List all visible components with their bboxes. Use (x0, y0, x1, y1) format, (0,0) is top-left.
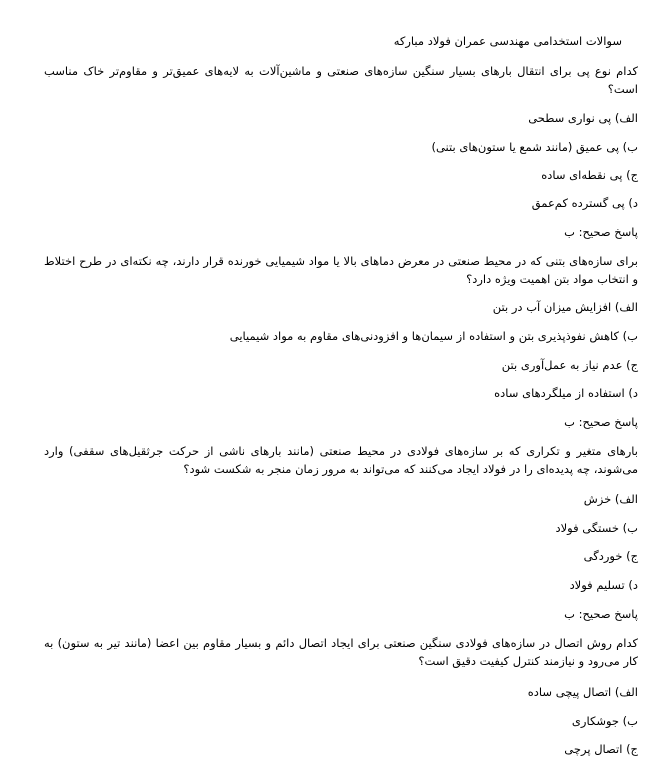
question-4-option-c: ج) اتصال پرچی (564, 742, 638, 756)
question-3-option-a: الف) خزش (583, 492, 638, 506)
question-3-option-b: ب) خستگی فولاد (555, 521, 638, 535)
question-2-option-c: ج) عدم نیاز به عمل‌آوری بتن (501, 358, 638, 372)
question-2-option-d: د) استفاده از میلگردهای ساده (494, 386, 638, 400)
question-3-option-d: د) تسلیم فولاد (569, 578, 638, 592)
question-3-text: بارهای متغیر و تکراری که بر سازه‌های فولادی در محیط صنعتی (مانند بارهای ناشی از حرکت جرثقیل‌های سقفی) وارد می‌شوند، چه پدیده‌ای را در فولاد ایجاد می‌کنند که می‌تواند به مرور زمان منجر به شکست شود؟ (44, 444, 638, 476)
question-1-option-d: د) پی گسترده کم‌عمق (531, 196, 638, 210)
question-2-option-a: الف) افزایش میزان آب در بتن (492, 300, 638, 314)
question-2-answer: پاسخ صحیح: ب (564, 415, 638, 429)
question-2-text: برای سازه‌های بتنی که در محیط صنعتی در معرض دماهای بالا یا مواد شیمیایی خورنده قرار دارند، چه نکته‌ای در طرح اختلاط و انتخاب مواد بتن اهمیت ویژه دارد؟ (44, 254, 638, 286)
question-4-text: کدام روش اتصال در سازه‌های فولادی سنگین صنعتی برای ایجاد اتصال دائم و بسیار مقاوم بین اعضا (مانند تیر به ستون) به کار می‌رود و نیازمند کنترل کیفیت دقیق است؟ (44, 636, 638, 668)
question-3-option-c: ج) خوردگی (583, 549, 638, 563)
question-1-answer: پاسخ صحیح: ب (564, 225, 638, 239)
question-1-option-c: ج) پی نقطه‌ای ساده (541, 168, 638, 182)
question-2-option-b: ب) کاهش نفوذپذیری بتن و استفاده از سیمان‌ها و افزودنی‌های مقاوم به مواد شیمیایی (229, 329, 638, 343)
question-4-option-a: الف) اتصال پیچی ساده (527, 685, 638, 699)
question-1-option-a: الف) پی نواری سطحی (528, 111, 638, 125)
question-1-option-b: ب) پی عمیق (مانند شمع یا ستون‌های بتنی) (431, 140, 638, 154)
question-4-option-b: ب) جوشکاری (571, 714, 638, 728)
question-1-text: کدام نوع پی برای انتقال بارهای بسیار سنگین سازه‌های صنعتی و ماشین‌آلات به لایه‌های عمیق‌تر و مقاوم‌تر خاک مناسب است؟ (44, 64, 638, 96)
question-3-answer: پاسخ صحیح: ب (564, 607, 638, 621)
document-title: سوالات استخدامی مهندسی عمران فولاد مبارکه (393, 34, 622, 48)
